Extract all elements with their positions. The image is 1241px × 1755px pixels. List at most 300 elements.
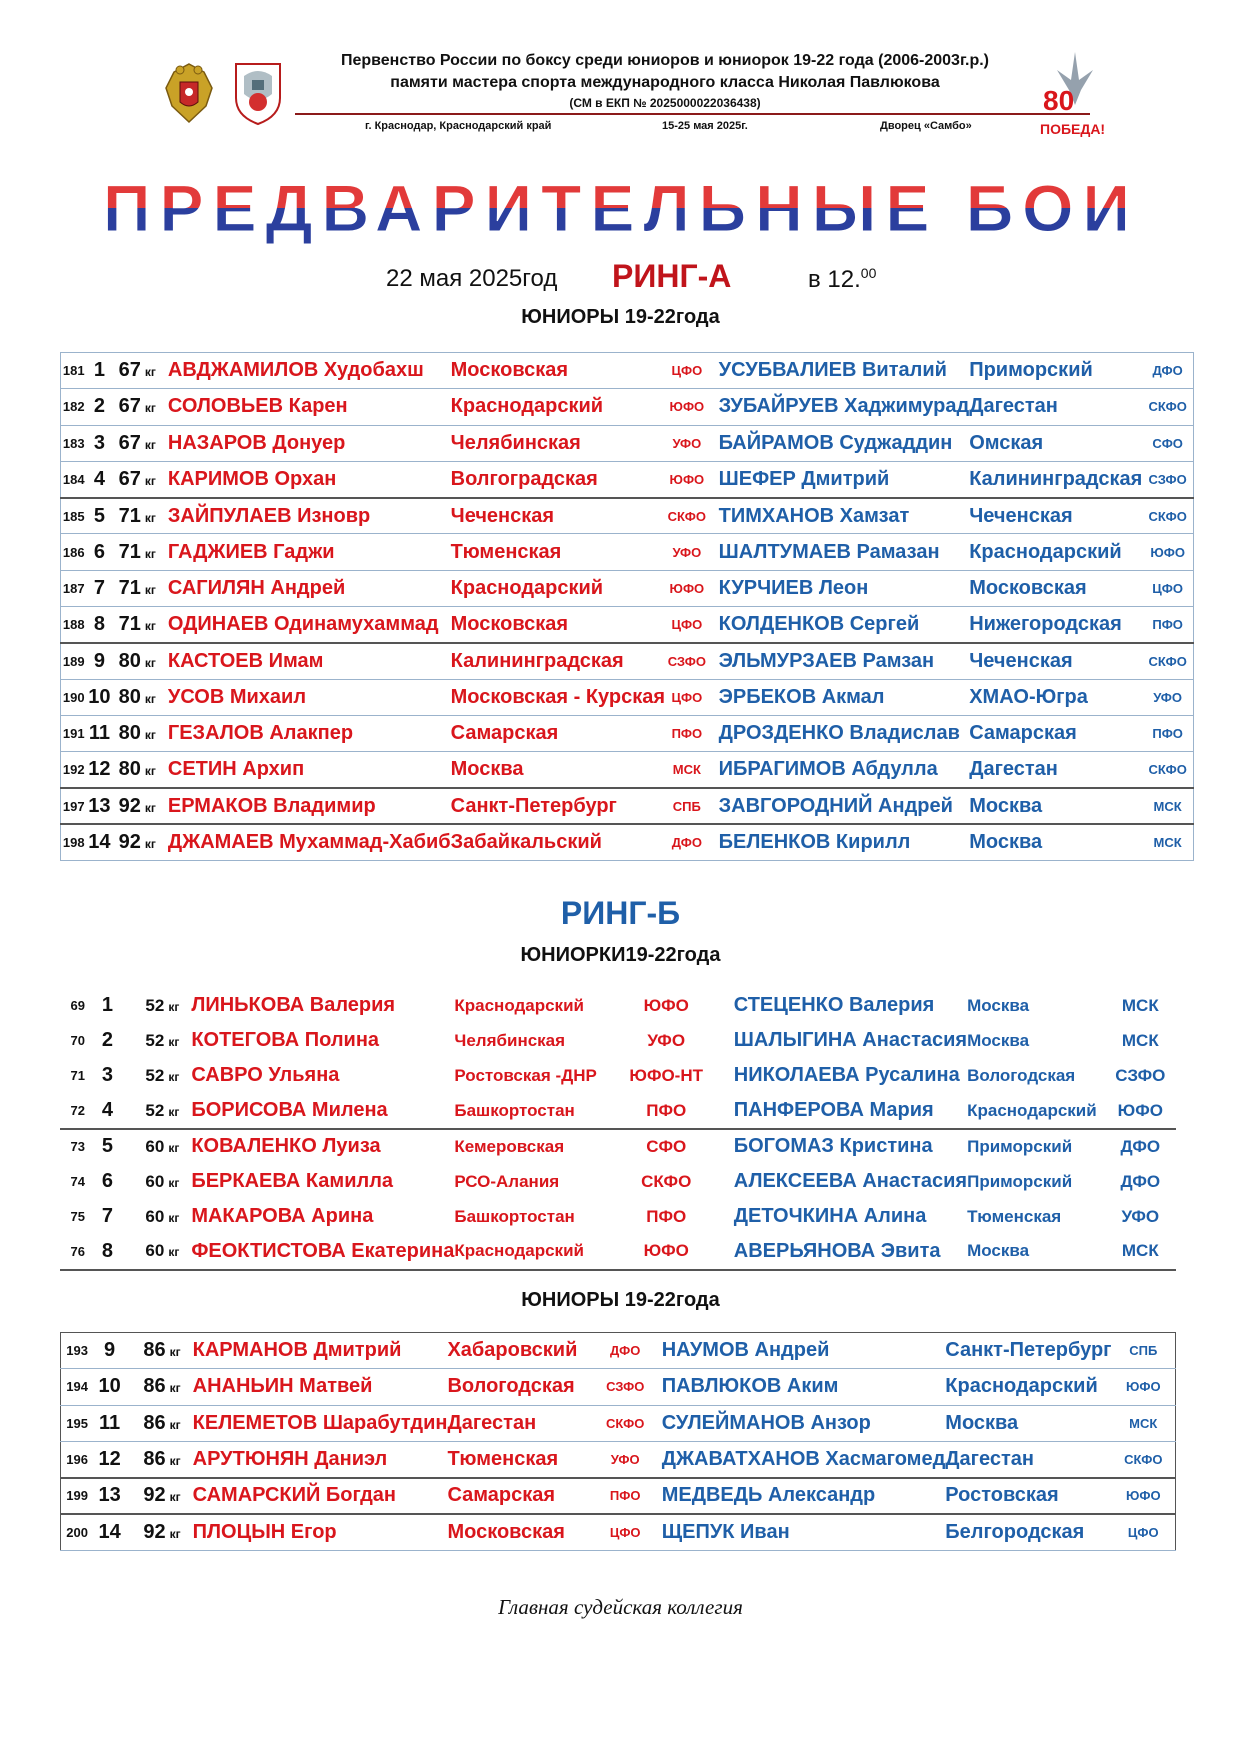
red-corner-name: ЗАЙПУЛАЕВ Изновр (158, 498, 451, 534)
red-corner-district: ДФО (599, 1333, 652, 1369)
bout-row (60, 1199, 1176, 1234)
blue-corner-name: ПАНФЕРОВА Мария (724, 1094, 967, 1129)
blue-corner-district: МСК (1142, 824, 1193, 860)
bout-row (61, 1369, 1176, 1405)
weight-unit: кг (168, 1210, 180, 1225)
section-a-subtitle: ЮНИОРЫ 19-22года (521, 306, 720, 328)
blue-corner-region: Белгородская (945, 1514, 1111, 1550)
blue-corner-name: ЩЕПУК Иван (652, 1514, 946, 1550)
blue-corner-region: Чеченская (969, 498, 1142, 534)
red-corner-district: ЮФО (665, 570, 709, 606)
blue-corner-district: СКФО (1142, 643, 1193, 679)
bout-number: 14 (86, 824, 112, 860)
boxing-federation-emblem-icon (230, 58, 286, 128)
blue-corner-district: ЦФО (1142, 570, 1193, 606)
bout-number: 10 (93, 1369, 126, 1405)
weight-unit: кг (144, 618, 156, 633)
blue-corner-district: ПФО (1142, 607, 1193, 643)
red-corner-region: Тюменская (447, 1441, 598, 1477)
blue-corner-name: ШАЛТУМАЕВ Рамазан (709, 534, 970, 570)
red-corner-region: Вологодская (447, 1369, 598, 1405)
bout-row (60, 988, 1176, 1023)
weight-value: 80 (118, 649, 141, 672)
bout-number: 3 (101, 1064, 113, 1087)
weight-class (112, 788, 157, 824)
red-corner-region: Московская - Курская (451, 679, 665, 715)
red-corner-region: Забайкальский (451, 824, 665, 860)
weight-class (112, 824, 157, 860)
red-corner-district: ЮФО (665, 389, 709, 425)
blue-corner-name: БОГОМАЗ Кристина (733, 1135, 933, 1158)
bout-id: 196 (61, 1441, 94, 1477)
red-corner-region: Тюменская (451, 534, 665, 570)
weight-unit: кг (168, 1140, 180, 1155)
blue-corner-name: ЭРБЕКОВ Акмал (709, 679, 970, 715)
weight-unit: кг (169, 1490, 181, 1505)
bout-id: 195 (61, 1405, 94, 1441)
red-corner-name: ОДИНАЕВ Одинамухаммад (158, 607, 451, 643)
bout-number: 11 (86, 715, 112, 751)
red-corner-district: ЦФО (665, 679, 709, 715)
weight-class (126, 1369, 183, 1405)
weight-value: 86 (143, 1375, 166, 1398)
blue-corner-district: СКФО (1112, 1441, 1176, 1477)
blue-corner-region: Москва (969, 824, 1142, 860)
weight-class (112, 607, 157, 643)
weight-class (112, 498, 157, 534)
blue-corner-region: Омская (969, 425, 1142, 461)
blue-corner-district: МСК (1121, 1030, 1159, 1050)
ring-b-men-table (60, 1332, 1176, 1551)
red-corner-name: ЛИНЬКОВА Валерия (191, 994, 396, 1017)
weight-unit: кг (144, 800, 156, 815)
weight-class (112, 643, 157, 679)
weight-unit: кг (144, 728, 156, 743)
red-corner-name: САМАРСКИЙ Богдан (183, 1478, 448, 1514)
memorial-subtitle: памяти мастера спорта международного класса Николая Павлюкова (390, 74, 940, 91)
bout-number: 5 (86, 498, 112, 534)
red-corner-district: ПФО (599, 1478, 652, 1514)
bout-row (60, 1094, 1176, 1129)
bout-date: 22 мая 2025год (386, 265, 558, 292)
blue-corner-region: Москва (945, 1405, 1111, 1441)
bout-id: 74 (70, 1174, 85, 1190)
bout-id: 191 (61, 715, 87, 751)
weight-class (112, 570, 157, 606)
weight-value: 60 (145, 1206, 165, 1226)
weight-value: 67 (118, 395, 141, 418)
blue-corner-district: МСК (1121, 995, 1159, 1015)
red-corner-district: ЮФО (665, 461, 709, 497)
bout-row (61, 752, 1194, 788)
bout-id: 185 (61, 498, 87, 534)
red-corner-name: КОТЕГОВА Полина (191, 1029, 380, 1052)
bout-row (61, 570, 1194, 606)
red-corner-name: ДЖАМАЕВ Мухаммад-Хабиб (158, 824, 451, 860)
bout-row (61, 679, 1194, 715)
blue-corner-name: АВЕРЬЯНОВА Эвита (724, 1234, 967, 1269)
bout-number: 6 (86, 534, 112, 570)
bout-row (61, 824, 1194, 860)
title-text: ПРЕДВАРИТЕЛЬНЫЕ БОИ (102, 171, 1139, 245)
red-corner-name: МАКАРОВА Арина (191, 1205, 374, 1228)
weight-unit: кг (168, 1104, 180, 1119)
victory-number: 80 (1043, 85, 1075, 116)
weight-value: 52 (145, 1030, 165, 1050)
weight-value: 80 (118, 758, 141, 781)
blue-corner-district: ЮФО (1142, 534, 1193, 570)
page-title (0, 165, 1241, 250)
bout-row (61, 788, 1194, 824)
red-corner-name: САГИЛЯН Андрей (158, 570, 451, 606)
bout-number: 8 (86, 607, 112, 643)
location-text: г. Краснодар, Краснодарский край (365, 120, 552, 132)
red-corner-district: УФО (647, 1030, 686, 1050)
bout-row (61, 389, 1194, 425)
bout-number: 13 (93, 1478, 126, 1514)
bout-id: 200 (61, 1514, 94, 1550)
red-corner-name: КЕЛЕМЕТОВ Шарабутдин (183, 1405, 448, 1441)
red-corner-district: ЦФО (665, 353, 709, 389)
blue-corner-district: МСК (1105, 1234, 1176, 1269)
blue-corner-region: Дагестан (969, 389, 1142, 425)
weight-value: 60 (145, 1136, 165, 1156)
blue-corner-district: ЮФО (1112, 1369, 1176, 1405)
bout-id: 199 (61, 1478, 94, 1514)
weight-value: 52 (145, 995, 165, 1015)
bout-id: 71 (70, 1068, 85, 1084)
blue-corner-name: ШЕФЕР Дмитрий (709, 461, 970, 497)
red-corner-region: Калининградская (451, 643, 665, 679)
ekp-number: (СМ в ЕКП № 2025000022036438) (569, 96, 761, 110)
bout-row (60, 1129, 1176, 1164)
blue-corner-region: Краснодарский (969, 534, 1142, 570)
red-corner-district: ЦФО (599, 1514, 652, 1550)
weight-unit: кг (169, 1417, 181, 1432)
bout-id: 69 (70, 998, 85, 1014)
blue-corner-region: Калининградская (969, 461, 1142, 497)
red-corner-name: АРУТЮНЯН Даниэл (183, 1441, 448, 1477)
bout-number: 5 (101, 1135, 113, 1158)
red-corner-region: Волгоградская (451, 461, 665, 497)
weight-unit: кг (144, 546, 156, 561)
blue-corner-name: НАУМОВ Андрей (652, 1333, 946, 1369)
weight-value: 60 (145, 1171, 165, 1191)
weight-unit: кг (144, 365, 156, 380)
blue-corner-name: СУЛЕЙМАНОВ Анзор (652, 1405, 946, 1441)
bout-number: 4 (86, 461, 112, 497)
red-corner-district: ЮФО (609, 1234, 724, 1269)
bout-row (61, 1405, 1176, 1441)
weight-unit: кг (168, 1245, 180, 1260)
bout-id: 197 (61, 788, 87, 824)
weight-class (119, 1129, 181, 1164)
red-corner-name: КОВАЛЕНКО Луиза (191, 1135, 381, 1158)
blue-corner-region: Краснодарский (945, 1369, 1111, 1405)
blue-corner-district: СКФО (1142, 752, 1193, 788)
bout-number: 9 (86, 643, 112, 679)
red-corner-region: Москва (451, 752, 665, 788)
bout-number: 1 (86, 353, 112, 389)
weight-unit: кг (168, 1034, 180, 1049)
weight-unit: кг (144, 764, 156, 779)
bout-number: 2 (101, 1029, 113, 1052)
blue-corner-district: ЦФО (1112, 1514, 1176, 1550)
venue-text: Дворец «Самбо» (880, 120, 972, 132)
weight-value: 86 (143, 1447, 166, 1470)
title-graphic (102, 165, 1139, 245)
red-corner-district: МСК (665, 752, 709, 788)
weight-unit: кг (144, 691, 156, 706)
ring-b-title: РИНГ-Б (560, 895, 681, 931)
blue-corner-district: ПФО (1142, 715, 1193, 751)
weight-class (119, 1094, 181, 1129)
blue-corner-district: МСК (1142, 788, 1193, 824)
red-corner-region: Дагестан (447, 1405, 598, 1441)
red-corner-region: Чеченская (451, 498, 665, 534)
bout-id: 193 (61, 1333, 94, 1369)
blue-corner-name: АЛЕКСЕЕВА Анастасия (733, 1170, 968, 1193)
bout-number: 7 (101, 1205, 113, 1228)
blue-corner-region: Приморский (969, 353, 1142, 389)
blue-corner-region: Москва (969, 788, 1142, 824)
bout-row (61, 1478, 1176, 1514)
red-corner-district: УФО (665, 425, 709, 461)
weight-unit: кг (168, 999, 180, 1014)
bout-row (60, 1023, 1176, 1058)
red-corner-name: ФЕОКТИСТОВА Екатерина (181, 1234, 454, 1269)
bout-id: 187 (61, 570, 87, 606)
weight-class (119, 1199, 181, 1234)
blue-corner-district: ЮФО (1112, 1478, 1176, 1514)
weight-value: 71 (118, 540, 141, 563)
blue-corner-region: Дагестан (969, 752, 1142, 788)
bout-row (61, 1441, 1176, 1477)
blue-corner-district: МСК (1112, 1405, 1176, 1441)
blue-corner-region: Самарская (969, 715, 1142, 751)
bout-row (61, 607, 1194, 643)
red-corner-name: СЕТИН Архип (158, 752, 451, 788)
blue-corner-region: Приморский (967, 1136, 1073, 1156)
blue-corner-region: Вологодская (967, 1065, 1076, 1085)
ring-a-table (60, 352, 1194, 861)
footer-signature: Главная судейская коллегия (498, 1595, 743, 1619)
blue-corner-region: ХМАО-Югра (969, 679, 1142, 715)
red-corner-region: Кемеровская (454, 1136, 565, 1156)
red-corner-district: ПФО (609, 1094, 724, 1129)
blue-corner-name: ДЖАВАТХАНОВ Хасмагомед (652, 1441, 946, 1477)
red-corner-region: Самарская (447, 1478, 598, 1514)
red-corner-district: УФО (665, 534, 709, 570)
blue-corner-region: Московская (969, 570, 1142, 606)
weight-class (119, 1164, 181, 1199)
weight-unit: кг (144, 582, 156, 597)
weight-unit: кг (169, 1453, 181, 1468)
weight-unit: кг (144, 473, 156, 488)
weight-unit: кг (144, 655, 156, 670)
blue-corner-name: ДЕТОЧКИНА Алина (733, 1205, 927, 1228)
start-time-text: в 12. (808, 266, 861, 293)
weight-class (126, 1405, 183, 1441)
blue-corner-district: УФО (1142, 679, 1193, 715)
blue-corner-region: Приморский (967, 1171, 1073, 1191)
blue-corner-region: Ростовская (945, 1478, 1111, 1514)
bout-row (61, 643, 1194, 679)
bout-id: 75 (70, 1209, 85, 1225)
blue-corner-district: УФО (1121, 1206, 1160, 1226)
blue-corner-region: Москва (967, 995, 1030, 1015)
weight-unit: кг (169, 1381, 181, 1396)
bout-row (60, 1058, 1176, 1093)
blue-corner-region: Тюменская (967, 1206, 1062, 1226)
blue-corner-region: Нижегородская (969, 607, 1142, 643)
bout-id: 181 (61, 353, 87, 389)
start-time (808, 265, 876, 294)
red-corner-name: АНАНЬИН Матвей (183, 1369, 448, 1405)
blue-corner-region: Санкт-Петербург (945, 1333, 1111, 1369)
blue-corner-district: ДФО (1120, 1136, 1161, 1156)
bout-id: 70 (70, 1033, 85, 1049)
weight-class (112, 425, 157, 461)
red-corner-district: ЮФО (643, 995, 689, 1015)
blue-corner-district: СЗФО (1115, 1065, 1166, 1085)
weight-class (112, 534, 157, 570)
weight-value: 67 (118, 467, 141, 490)
red-corner-name: САВРО Ульяна (191, 1064, 340, 1087)
red-corner-name: НАЗАРОВ Донуер (158, 425, 451, 461)
blue-corner-region: Москва (967, 1234, 1105, 1269)
bout-number: 1 (101, 994, 113, 1017)
red-corner-region: Краснодарский (451, 570, 665, 606)
weight-unit: кг (144, 437, 156, 452)
blue-corner-name: МЕДВЕДЬ Александр (652, 1478, 946, 1514)
bout-row (61, 425, 1194, 461)
blue-corner-region: Москва (967, 1030, 1030, 1050)
weight-value: 92 (143, 1484, 166, 1507)
weight-value: 71 (118, 576, 141, 599)
red-corner-name: ГЕЗАЛОВ Алакпер (158, 715, 451, 751)
bout-id: 184 (61, 461, 87, 497)
red-corner-region: Башкортостан (454, 1094, 608, 1129)
weight-value: 80 (118, 685, 141, 708)
bout-number: 14 (93, 1514, 126, 1550)
red-corner-name: КАРМАНОВ Дмитрий (183, 1333, 448, 1369)
weight-class (119, 1234, 181, 1269)
bout-id: 72 (60, 1094, 95, 1129)
red-corner-district: СЗФО (599, 1369, 652, 1405)
blue-corner-name: КУРЧИЕВ Леон (709, 570, 970, 606)
bout-number: 4 (95, 1094, 119, 1129)
weight-value: 92 (118, 831, 141, 854)
weight-unit: кг (168, 1069, 180, 1084)
red-corner-region: Санкт-Петербург (451, 788, 665, 824)
weight-class (112, 389, 157, 425)
blue-corner-district: ДФО (1142, 353, 1193, 389)
red-corner-name: КАРИМОВ Орхан (158, 461, 451, 497)
weight-unit: кг (144, 837, 156, 852)
section-c-subtitle: ЮНИОРЫ 19-22года (521, 1289, 720, 1311)
ring-b-women-table (60, 988, 1176, 1271)
blue-corner-name: УСУБВАЛИЕВ Виталий (709, 353, 970, 389)
weight-value: 92 (118, 794, 141, 817)
blue-corner-district: СЗФО (1142, 461, 1193, 497)
weight-unit: кг (169, 1345, 181, 1360)
red-corner-district: СЗФО (665, 643, 709, 679)
weight-value: 80 (118, 722, 141, 745)
blue-corner-name: ЗУБАЙРУЕВ Хаджимурад (709, 389, 970, 425)
dates-text: 15-25 мая 2025г. (662, 120, 748, 132)
weight-value: 92 (143, 1520, 166, 1543)
weight-value: 60 (145, 1241, 165, 1261)
ring-a-title: РИНГ-А (612, 258, 732, 294)
weight-value: 71 (118, 612, 141, 635)
weight-value: 67 (118, 359, 141, 382)
blue-corner-name: НИКОЛАЕВА Русалина (733, 1064, 960, 1087)
bout-number: 12 (86, 752, 112, 788)
blue-corner-name: БАЙРАМОВ Суджаддин (709, 425, 970, 461)
russia-coat-of-arms-icon (160, 58, 218, 128)
bout-row (61, 715, 1194, 751)
red-corner-region: Краснодарский (454, 995, 584, 1015)
bout-id: 192 (61, 752, 87, 788)
weight-class (126, 1514, 183, 1550)
blue-corner-name: СТЕЦЕНКО Валерия (733, 994, 935, 1017)
bout-row (61, 1514, 1176, 1550)
weight-class (119, 1058, 181, 1093)
weight-class (112, 353, 157, 389)
blue-corner-district: ЮФО (1105, 1094, 1176, 1129)
weight-class (126, 1478, 183, 1514)
victory-80-logo (1035, 50, 1115, 145)
weight-unit: кг (144, 401, 156, 416)
weight-class (119, 1023, 181, 1058)
bout-number: 7 (86, 570, 112, 606)
red-corner-district: СФО (646, 1136, 687, 1156)
red-corner-region: Башкортостан (454, 1206, 575, 1226)
red-corner-district: СПБ (665, 788, 709, 824)
weight-value: 67 (118, 431, 141, 454)
bout-number: 3 (86, 425, 112, 461)
red-corner-district: ПФО (646, 1206, 687, 1226)
red-corner-region: Хабаровский (447, 1333, 598, 1369)
bout-id: 76 (60, 1234, 95, 1269)
red-corner-district: СКФО (665, 498, 709, 534)
bout-number: 11 (93, 1405, 126, 1441)
blue-corner-name: ТИМХАНОВ Хамзат (709, 498, 970, 534)
blue-corner-name: ПАВЛЮКОВ Аким (652, 1369, 946, 1405)
blue-corner-district: СКФО (1142, 389, 1193, 425)
weight-class (126, 1441, 183, 1477)
championship-title: Первенство России по боксу среди юниоров и юниорок 19-22 года (2006-2003г.р.) (340, 52, 990, 69)
blue-corner-district: СФО (1142, 425, 1193, 461)
bout-id: 73 (70, 1139, 85, 1155)
bout-number: 2 (86, 389, 112, 425)
red-corner-name: УСОВ Михаил (158, 679, 451, 715)
bout-row (61, 353, 1194, 389)
red-corner-region: Краснодарский (454, 1234, 608, 1269)
blue-corner-region: Дагестан (945, 1441, 1111, 1477)
victory-word: ПОБЕДА! (1040, 121, 1106, 137)
bout-number: 9 (93, 1333, 126, 1369)
bout-id: 183 (61, 425, 87, 461)
red-corner-district: СКФО (599, 1405, 652, 1441)
weight-class (126, 1333, 183, 1369)
weight-unit: кг (169, 1526, 181, 1541)
weight-unit: кг (168, 1175, 180, 1190)
bout-number: 8 (95, 1234, 119, 1269)
bout-id: 188 (61, 607, 87, 643)
weight-class (112, 461, 157, 497)
